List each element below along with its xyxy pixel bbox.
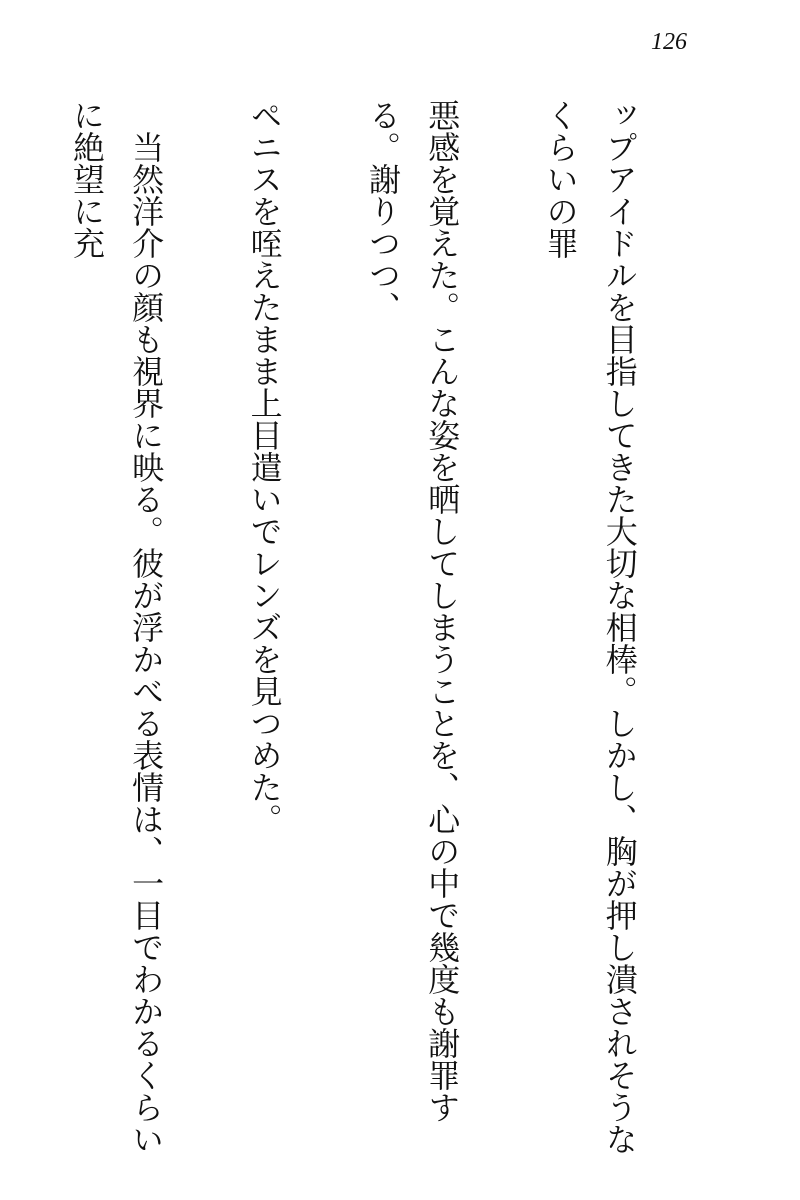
text-line: ペニスを咥えたまま上目遣いでレンズを見つめた。	[245, 99, 284, 835]
text-line: 当然洋介の顔も視界に映る。彼が浮かべる表情は、一目でわかるくらいに絶望に充	[67, 99, 166, 1155]
body-text	[0, 99, 708, 1159]
page-number: 126	[651, 29, 687, 55]
text-line: ップアイドルを目指してきた大切な相棒。しかし、胸が押し潰されそうなくらいの罪	[541, 99, 639, 1155]
text-line: 悪感を覚えた。こんな姿を晒してしまうことを、心の中で幾度も謝罪する。謝りつつ、	[363, 99, 462, 1123]
